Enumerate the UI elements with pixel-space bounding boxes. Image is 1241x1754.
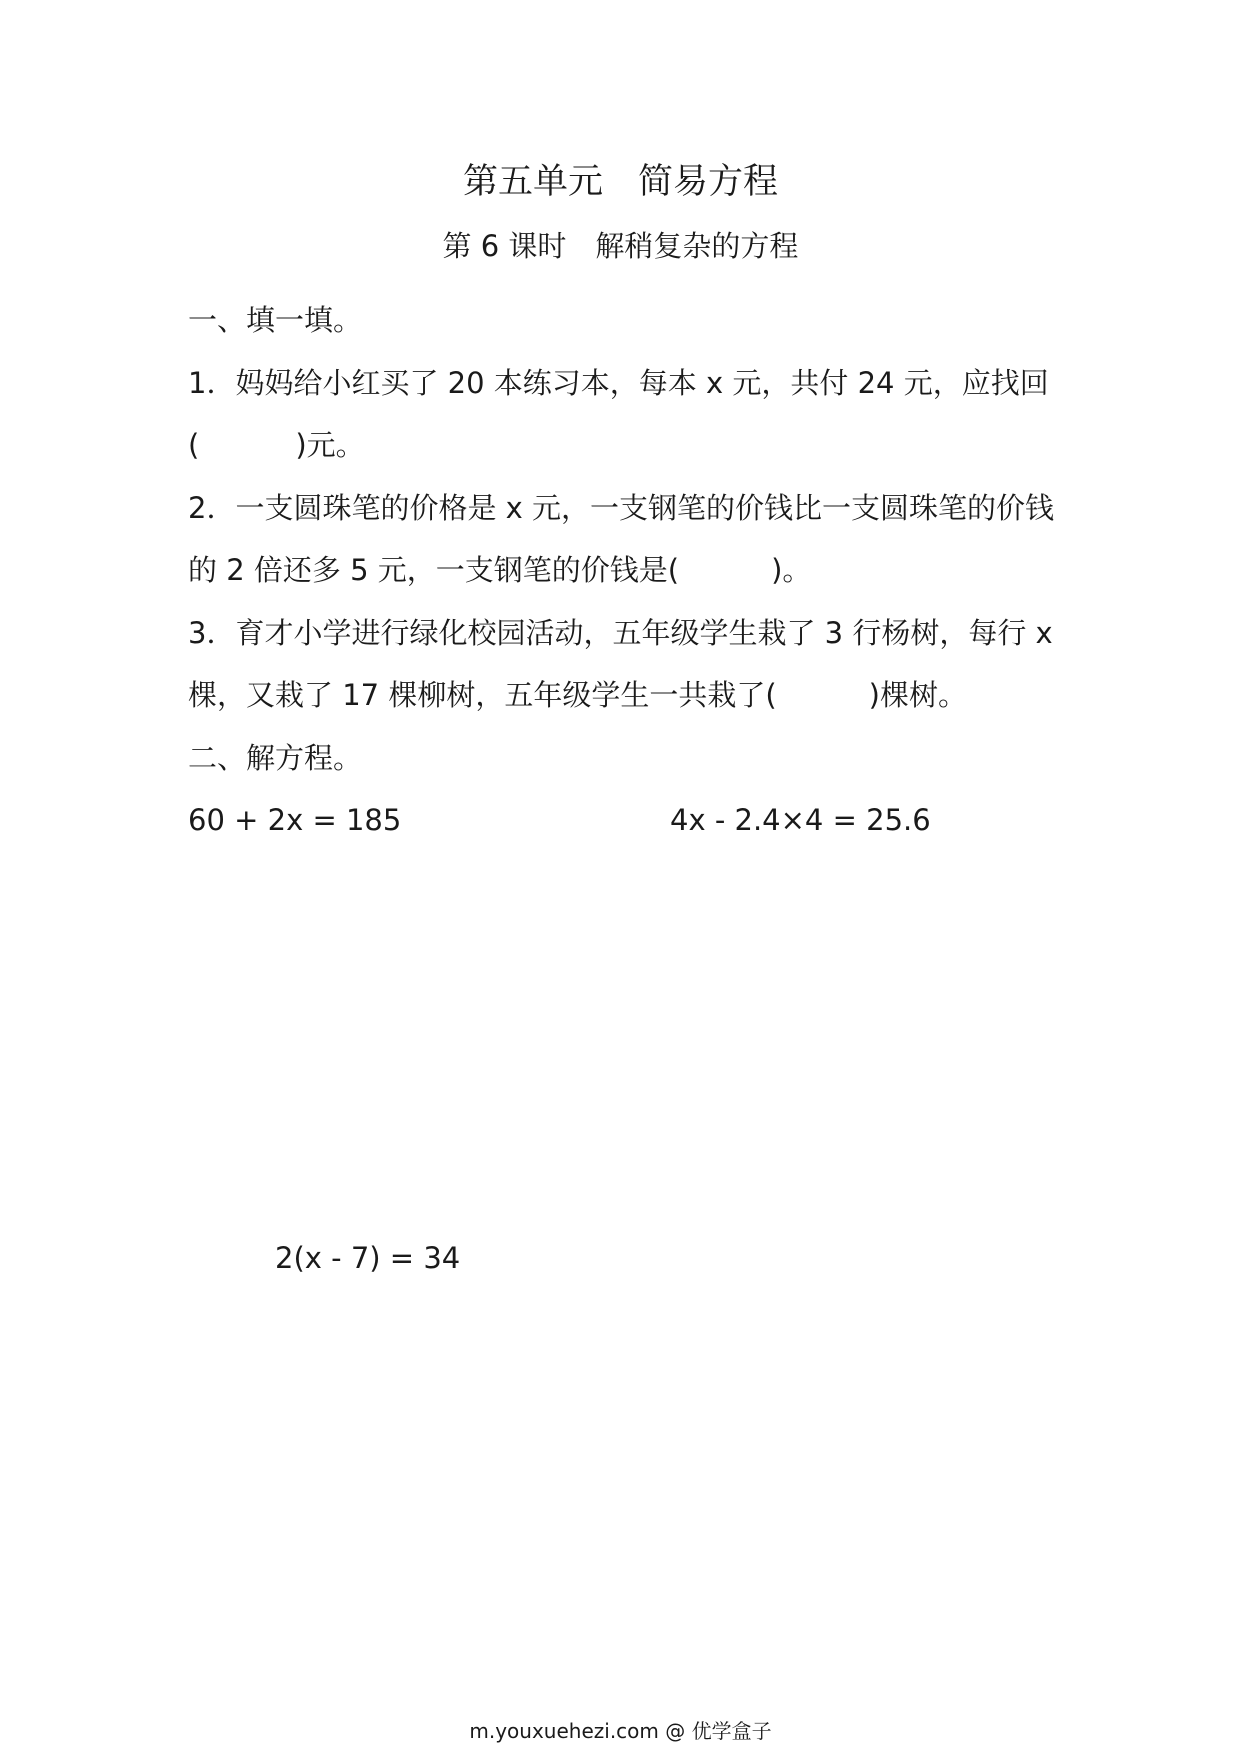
question-2-line-1: 2．一支圆珠笔的价格是 x 元，一支钢笔的价钱比一支圆珠笔的价钱: [188, 491, 1055, 525]
equation-1: 60 + 2x = 185: [188, 803, 402, 837]
question-3-text: 棵，又栽了 17 棵柳树，五年级学生一共栽了(: [188, 678, 777, 712]
page-title: 第五单元 简易方程: [462, 162, 778, 202]
lesson-subtitle: 第 6 课时 解稍复杂的方程: [442, 229, 799, 263]
footer-watermark: m.youxuehezi.com @ 优学盒子: [469, 1719, 772, 1743]
question-3-blank-close: )棵树。: [868, 678, 967, 712]
equation-2: 4x - 2.4×4 = 25.6: [670, 803, 931, 837]
question-1-blank-open: (: [188, 428, 200, 462]
question-2-text: 的 2 倍还多 5 元，一支钢笔的价钱是(: [188, 553, 680, 587]
equation-3: 2(x - 7) = 34: [275, 1241, 461, 1275]
question-3-line-1: 3．育才小学进行绿化校园活动，五年级学生栽了 3 行杨树，每行 x: [188, 616, 1053, 650]
question-2-blank-close: )。: [771, 553, 812, 587]
section-fill-heading: 一、填一填。: [188, 303, 363, 337]
question-1-blank-close: )元。: [295, 428, 365, 462]
question-2-line-2: [188, 550, 811, 590]
question-1-line-2: [188, 425, 365, 465]
section-solve-heading: 二、解方程。: [188, 741, 363, 775]
question-3-line-2: [188, 675, 967, 715]
question-1-line-1: 1．妈妈给小红买了 20 本练习本，每本 x 元，共付 24 元，应找回: [188, 366, 1049, 400]
